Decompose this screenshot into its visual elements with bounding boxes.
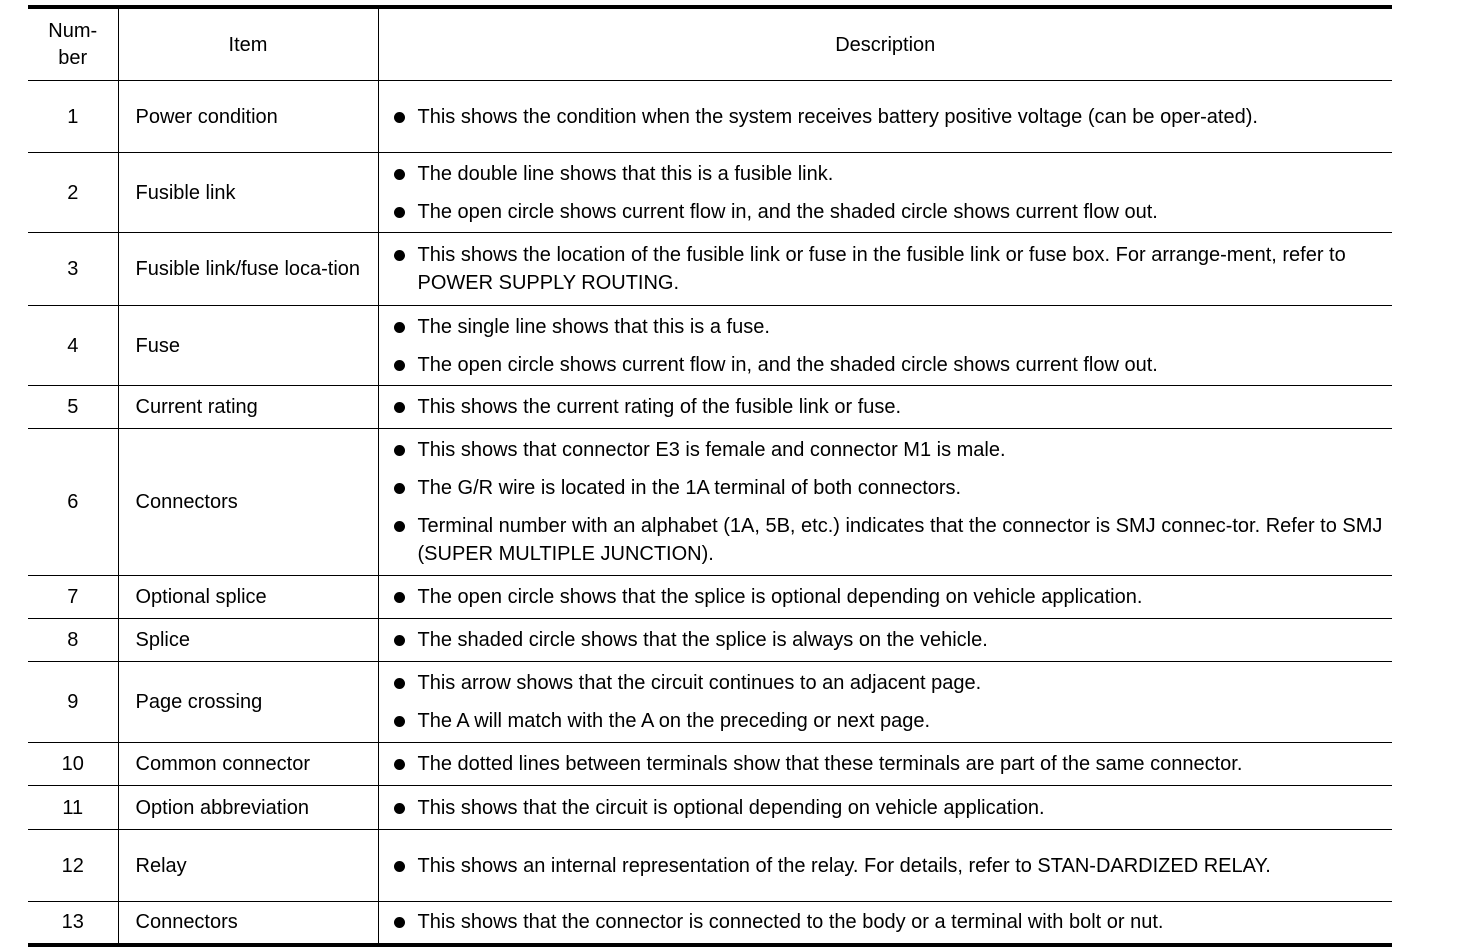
bullet-icon <box>394 169 405 180</box>
description-text: The open circle shows current flow in, and the shaded circle shows current flow out. <box>417 353 1158 376</box>
bullet-icon <box>394 716 405 727</box>
row-item: Connectors <box>118 902 378 945</box>
header-number <box>28 7 118 81</box>
description-text: This shows that the circuit is optional depending on vehicle application. <box>417 796 1045 819</box>
description-list <box>393 436 1387 568</box>
table-row <box>28 233 1392 306</box>
row-description <box>378 743 1392 786</box>
table-row <box>28 743 1392 786</box>
description-item <box>393 707 1387 735</box>
table-row <box>28 576 1392 619</box>
description-item <box>393 750 1387 778</box>
description-list <box>393 160 1387 226</box>
row-item: Option abbreviation <box>118 786 378 830</box>
bullet-icon <box>394 521 405 532</box>
row-description <box>378 619 1392 662</box>
description-text: The G/R wire is located in the 1A terminal of both connectors. <box>417 477 962 499</box>
row-description <box>378 233 1392 306</box>
bullet-icon <box>394 861 405 872</box>
row-item: Splice <box>118 619 378 662</box>
table-row <box>28 429 1392 576</box>
description-item <box>393 794 1387 822</box>
row-item: Fuse <box>118 306 378 386</box>
symbol-description-table <box>28 5 1392 947</box>
header-item <box>118 7 378 81</box>
row-number: 1 <box>28 81 118 153</box>
description-item <box>393 436 1387 464</box>
header-number-label: Num- ber <box>48 19 98 69</box>
row-number: 3 <box>28 233 118 306</box>
description-list <box>393 852 1387 880</box>
table-body <box>28 81 1392 945</box>
row-description <box>378 81 1392 153</box>
row-item: Connectors <box>118 429 378 576</box>
bullet-icon <box>394 803 405 814</box>
description-text: The open circle shows current flow in, and the shaded circle shows current flow out. <box>417 200 1158 223</box>
bullet-icon <box>394 759 405 770</box>
row-description <box>378 662 1392 743</box>
table-row <box>28 662 1392 743</box>
table-row <box>28 306 1392 386</box>
row-item: Current rating <box>118 386 378 429</box>
description-list <box>393 794 1387 822</box>
description-list <box>393 393 1387 421</box>
row-number: 2 <box>28 153 118 233</box>
description-text: The single line shows that this is a fuse. <box>417 315 770 338</box>
row-item: Fusible link/fuse loca-tion <box>118 233 378 306</box>
header-description <box>378 7 1392 81</box>
row-item: Fusible link <box>118 153 378 233</box>
description-text: The shaded circle shows that the splice is always on the vehicle. <box>417 629 988 651</box>
table-header-row <box>28 7 1392 81</box>
description-item <box>393 474 1387 502</box>
description-list <box>393 583 1387 611</box>
row-description <box>378 429 1392 576</box>
description-item <box>393 313 1387 341</box>
bullet-icon <box>394 592 405 603</box>
bullet-icon <box>394 112 405 123</box>
row-description <box>378 902 1392 945</box>
description-item <box>393 198 1387 226</box>
table-row <box>28 386 1392 429</box>
table-row <box>28 830 1392 902</box>
description-item <box>393 103 1387 131</box>
description-item <box>393 241 1387 297</box>
description-text: This shows that the connector is connected to the body or a terminal with bolt or nut. <box>417 911 1164 934</box>
table-row <box>28 619 1392 662</box>
row-item: Page crossing <box>118 662 378 743</box>
description-item <box>393 512 1387 568</box>
row-item: Power condition <box>118 81 378 153</box>
header-item-label: Item <box>228 33 268 56</box>
description-item <box>393 626 1387 654</box>
bullet-icon <box>394 207 405 218</box>
description-item <box>393 160 1387 188</box>
row-item: Common connector <box>118 743 378 786</box>
description-text: This shows that connector E3 is female and connector M1 is male. <box>417 439 1006 461</box>
row-item: Relay <box>118 830 378 902</box>
description-text: This shows the location of the fusible link or fuse in the fusible link or fuse box. For arrange-ment, refer to POWER SUPPLY ROUTING. <box>417 244 1346 294</box>
description-list <box>393 750 1387 778</box>
row-number: 10 <box>28 743 118 786</box>
row-number: 6 <box>28 429 118 576</box>
description-list <box>393 908 1387 936</box>
row-number: 13 <box>28 902 118 945</box>
row-number: 11 <box>28 786 118 830</box>
description-list <box>393 313 1387 379</box>
bullet-icon <box>394 322 405 333</box>
bullet-icon <box>394 250 405 261</box>
description-text: This shows an internal representation of the relay. For details, refer to STAN-DARDIZED RELAY. <box>417 854 1271 877</box>
row-number: 12 <box>28 830 118 902</box>
row-number: 7 <box>28 576 118 619</box>
bullet-icon <box>394 445 405 456</box>
row-number: 4 <box>28 306 118 386</box>
bullet-icon <box>394 483 405 494</box>
row-description <box>378 386 1392 429</box>
table-row <box>28 153 1392 233</box>
description-text: Terminal number with an alphabet (1A, 5B, etc.) indicates that the connector is SMJ connec-tor. Refer to SMJ (SUPER MULTIPLE JUNCTION). <box>417 515 1383 565</box>
description-list <box>393 103 1387 131</box>
row-number: 8 <box>28 619 118 662</box>
bullet-icon <box>394 402 405 413</box>
description-item <box>393 583 1387 611</box>
header-description-label: Description <box>835 33 936 56</box>
description-text: This shows the condition when the system receives battery positive voltage (can be oper-ated). <box>417 105 1258 128</box>
table-row <box>28 902 1392 945</box>
row-description <box>378 153 1392 233</box>
row-number: 5 <box>28 386 118 429</box>
bullet-icon <box>394 917 405 928</box>
description-item <box>393 393 1387 421</box>
row-number: 9 <box>28 662 118 743</box>
description-item <box>393 852 1387 880</box>
table-row <box>28 81 1392 153</box>
row-item: Optional splice <box>118 576 378 619</box>
description-text: The dotted lines between terminals show that these terminals are part of the same connector. <box>417 753 1243 775</box>
description-text: The A will match with the A on the preceding or next page. <box>417 710 931 732</box>
bullet-icon <box>394 360 405 371</box>
row-description <box>378 306 1392 386</box>
row-description <box>378 830 1392 902</box>
description-list <box>393 241 1387 297</box>
description-item <box>393 908 1387 936</box>
description-item <box>393 669 1387 697</box>
description-item <box>393 351 1387 379</box>
description-text: This arrow shows that the circuit continues to an adjacent page. <box>417 672 982 694</box>
description-text: This shows the current rating of the fusible link or fuse. <box>417 396 902 418</box>
description-list <box>393 669 1387 735</box>
row-description <box>378 576 1392 619</box>
description-list <box>393 626 1387 654</box>
description-text: The double line shows that this is a fusible link. <box>417 162 834 185</box>
row-description <box>378 786 1392 830</box>
bullet-icon <box>394 678 405 689</box>
table-row <box>28 786 1392 830</box>
bullet-icon <box>394 635 405 646</box>
description-text: The open circle shows that the splice is optional depending on vehicle application. <box>417 586 1143 608</box>
